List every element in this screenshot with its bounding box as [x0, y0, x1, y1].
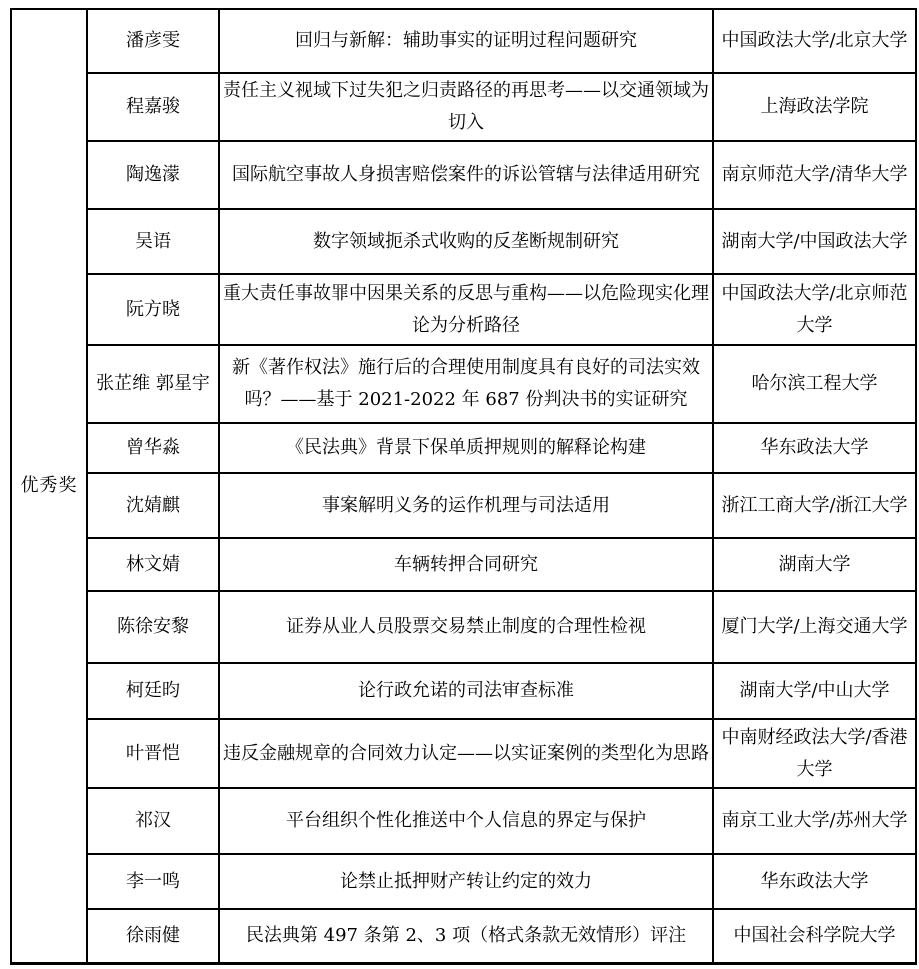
- university-cell: 华东政法大学: [713, 423, 916, 473]
- table-row: [11, 274, 916, 345]
- table-row: [11, 345, 916, 423]
- table-row: [11, 209, 916, 274]
- paper-title-cell: 国际航空事故人身损害赔偿案件的诉讼管辖与法律适用研究: [219, 141, 713, 209]
- author-name-cell: 潘彦雯: [87, 9, 219, 73]
- author-name-cell: 张芷维 郭星宇: [87, 345, 219, 423]
- table-row: [11, 538, 916, 591]
- author-name-cell: 程嘉骏: [87, 73, 219, 141]
- table-row: [11, 591, 916, 663]
- paper-title-cell: 责任主义视域下过失犯之归责路径的再思考——以交通领域为切入: [219, 73, 713, 141]
- table-row: [11, 909, 916, 963]
- university-cell: 湖南大学: [713, 538, 916, 591]
- author-name-cell: 沈婧麒: [87, 473, 219, 538]
- table-row: [11, 719, 916, 788]
- university-cell: 中国社会科学院大学: [713, 909, 916, 963]
- paper-title-cell: 新《著作权法》施行后的合理使用制度具有良好的司法实效吗？——基于 2021-2022 年 687 份判决书的实证研究: [219, 345, 713, 423]
- university-cell: 中国政法大学/北京大学: [713, 9, 916, 73]
- award-category-cell: 优秀奖: [11, 9, 87, 963]
- table-row: [11, 473, 916, 538]
- university-cell: 南京工业大学/苏州大学: [713, 788, 916, 854]
- paper-title-cell: 数字领域扼杀式收购的反垄断规制研究: [219, 209, 713, 274]
- author-name-cell: 李一鸣: [87, 854, 219, 909]
- paper-title-cell: 论行政允诺的司法审查标准: [219, 663, 713, 719]
- paper-title-cell: 回归与新解：辅助事实的证明过程问题研究: [219, 9, 713, 73]
- university-cell: 华东政法大学: [713, 854, 916, 909]
- author-name-cell: 曾华淼: [87, 423, 219, 473]
- university-cell: 厦门大学/上海交通大学: [713, 591, 916, 663]
- author-name-cell: 陈徐安黎: [87, 591, 219, 663]
- author-name-cell: 叶晋恺: [87, 719, 219, 788]
- university-cell: 湖南大学/中国政法大学: [713, 209, 916, 274]
- awards-table: [10, 8, 917, 965]
- university-cell: 浙江工商大学/浙江大学: [713, 473, 916, 538]
- table-row: [11, 854, 916, 909]
- paper-title-cell: 证券从业人员股票交易禁止制度的合理性检视: [219, 591, 713, 663]
- table-row: [11, 73, 916, 141]
- table-row: [11, 141, 916, 209]
- paper-title-cell: 《民法典》背景下保单质押规则的解释论构建: [219, 423, 713, 473]
- university-cell: 中南财经政法大学/香港大学: [713, 719, 916, 788]
- university-cell: 南京师范大学/清华大学: [713, 141, 916, 209]
- table-row: [11, 788, 916, 854]
- author-name-cell: 徐雨健: [87, 909, 219, 963]
- paper-title-cell: 事案解明义务的运作机理与司法适用: [219, 473, 713, 538]
- table-row: [11, 423, 916, 473]
- paper-title-cell: 民法典第 497 条第 2、3 项（格式条款无效情形）评注: [219, 909, 713, 963]
- paper-title-cell: 违反金融规章的合同效力认定——以实证案例的类型化为思路: [219, 719, 713, 788]
- author-name-cell: 吴语: [87, 209, 219, 274]
- author-name-cell: 陶逸濛: [87, 141, 219, 209]
- university-cell: 哈尔滨工程大学: [713, 345, 916, 423]
- author-name-cell: 柯廷昀: [87, 663, 219, 719]
- table-row: [11, 663, 916, 719]
- university-cell: 中国政法大学/北京师范大学: [713, 274, 916, 345]
- table-row: [11, 9, 916, 73]
- author-name-cell: 阮方晓: [87, 274, 219, 345]
- university-cell: 上海政法学院: [713, 73, 916, 141]
- paper-title-cell: 重大责任事故罪中因果关系的反思与重构——以危险现实化理论为分析路径: [219, 274, 713, 345]
- author-name-cell: 林文婧: [87, 538, 219, 591]
- university-cell: 湖南大学/中山大学: [713, 663, 916, 719]
- paper-title-cell: 论禁止抵押财产转让约定的效力: [219, 854, 713, 909]
- author-name-cell: 祁汉: [87, 788, 219, 854]
- awards-table-body: [11, 9, 916, 963]
- paper-title-cell: 平台组织个性化推送中个人信息的界定与保护: [219, 788, 713, 854]
- paper-title-cell: 车辆转押合同研究: [219, 538, 713, 591]
